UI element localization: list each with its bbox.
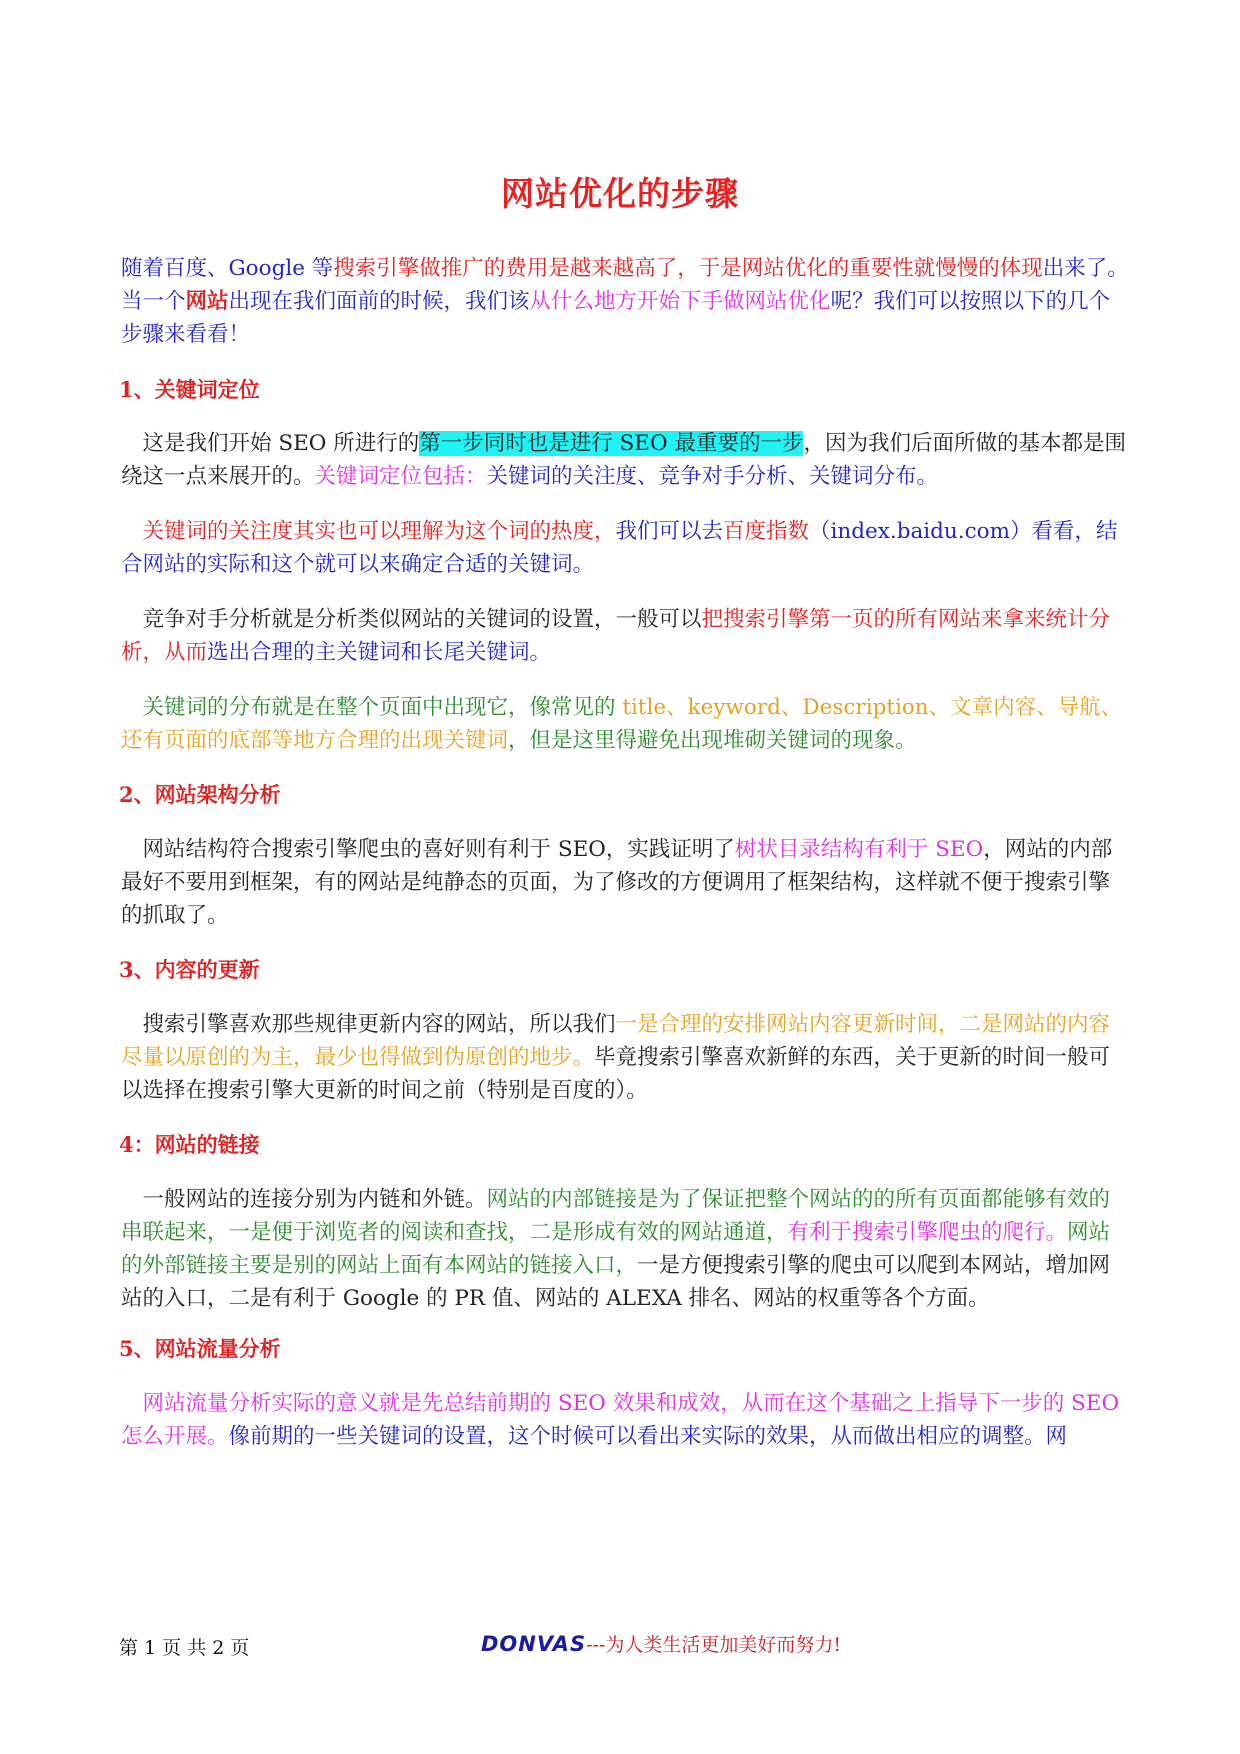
text-run: 一般网站的连接分别为内链和外链。 (121, 1187, 487, 1212)
text-run: 百度指数 (723, 519, 810, 544)
text-run: 随着百度、Google 等 (121, 256, 334, 281)
text-run: 一是合理的安排网站内容更新时间，二是网站的内容尽量以原创的为主，最少也得做到伪原创的地步。 (121, 1012, 1111, 1070)
text-run: ，因为我们后面所做的基本都是围绕这一点来展开的。 (121, 431, 1126, 489)
section5-paragraph-1 (121, 1387, 1131, 1453)
text-run: 有利于搜索引擎爬虫的爬行。 (787, 1220, 1068, 1245)
text-run: 网站的外部链接主要是别的网站上面有本网站的链接入口， (121, 1220, 1111, 1278)
text-run: 我们可以去 (615, 519, 724, 544)
text-run: title、keyword、Description、文章内容、导航、还有页面的底部等地方合理的出现关键词 (121, 695, 1123, 753)
text-run: 网站流量分析实际的意义就是先总结前期的 SEO 效果和成效，从而在这个基础之上指导下一步的 SEO 怎么开展。 (121, 1391, 1120, 1449)
page-title: 网站优化的步骤 (501, 174, 739, 213)
section4-paragraph-1 (121, 1183, 1131, 1315)
text-run: 树状目录结构有利于 SEO (734, 837, 984, 862)
text-run: （index.baidu.com）看看，结合网站的实际和这个就可以来确定合适的关键词。 (121, 519, 1118, 577)
text-run: 选出合理的主关键词和长尾关键词。 (207, 640, 552, 665)
text-run: 关键词的分布就是在整个页面中出现它，像常见的 (121, 695, 623, 720)
section1-paragraph-2 (121, 515, 1131, 581)
text-run: 关键词的关注度其实也可以理解为这个词的热度， (121, 519, 616, 544)
text-run: 关键词定位包括： (314, 464, 487, 489)
footer-slogan: ---为人类生活更加美好而努力! (586, 1634, 841, 1656)
section-heading-2: 2、网站架构分析 (119, 782, 281, 807)
section1-paragraph-4 (121, 691, 1131, 757)
text-run: 出来了。当一个 (121, 256, 1129, 314)
footer-tagline (481, 1630, 841, 1657)
section-heading-5: 5、网站流量分析 (119, 1336, 281, 1361)
text-run: 竞争对手分析就是分析类似网站的关键词的设置，一般可以 (121, 607, 702, 632)
text-run: ，网站的内部最好不要用到框架，有的网站是纯静态的页面，为了修改的方便调用了框架结构，这样就不便于搜索引擎的抓取了。 (121, 837, 1113, 928)
section2-paragraph-1 (121, 833, 1131, 932)
text-run: 网站结构符合搜索引擎爬虫的喜好则有利于 SEO，实践证明了 (121, 837, 735, 862)
text-run: 关键词的关注度、竞争对手分析、关键词分布。 (486, 464, 939, 489)
brand-logo-text: DONVAS (481, 1632, 587, 1656)
text-run: 从什么地方开始下手做网站优化 (529, 289, 831, 314)
text-run: 把搜索引擎第一页的所有网站来拿来统计分析，从而 (121, 607, 1111, 665)
text-run: 这是我们开始 SEO 所进行的 (121, 431, 420, 456)
text-run: ，但是这里得避免出现堆砌关键词的现象。 (508, 728, 917, 753)
page-number: 第 1 页 共 2 页 (119, 1637, 250, 1659)
text-run: 搜索引擎喜欢那些规律更新内容的网站，所以我们 (121, 1012, 616, 1037)
text-run: 出现在我们面前的时候，我们该 (228, 289, 530, 314)
text-run: 毕竟搜索引擎喜欢新鲜的东西，关于更新的时间一般可以选择在搜索引擎大更新的时间之前（特别是百度的）。 (121, 1045, 1111, 1103)
section-heading-4: 4：网站的链接 (119, 1132, 260, 1157)
text-run: 一是方便搜索引擎的爬虫可以爬到本网站，增加网站的入口，二是有利于 Google 的 PR 值、网站的 ALEXA 排名、网站的权重等各个方面。 (121, 1253, 1111, 1311)
text-run: 呢？我们可以按照以下的几个步骤来看看！ (121, 289, 1111, 347)
section3-paragraph-1 (121, 1008, 1131, 1107)
section1-paragraph-1 (121, 427, 1131, 493)
text-run: 搜索引擎做推广的费用是越来越高了，于是网站优化的重要性就慢慢的体现 (333, 256, 1043, 281)
text-run: 像前期的一些关键词的设置，这个时候可以看出来实际的效果，从而做出相应的调整。网 (228, 1424, 1068, 1449)
text-run: 第一步同时也是进行 SEO 最重要的一步 (419, 431, 804, 456)
section-heading-1: 1、关键词定位 (119, 377, 260, 402)
text-run: 网站 (185, 289, 229, 314)
section1-paragraph-3 (121, 603, 1131, 669)
intro-paragraph (121, 252, 1131, 351)
section-heading-3: 3、内容的更新 (119, 957, 260, 982)
text-run: 网站的内部链接是为了保证把整个网站的的所有页面都能够有效的串联起来，一是便于浏览者的阅读和查找，二是形成有效的网站通道， (121, 1187, 1111, 1245)
